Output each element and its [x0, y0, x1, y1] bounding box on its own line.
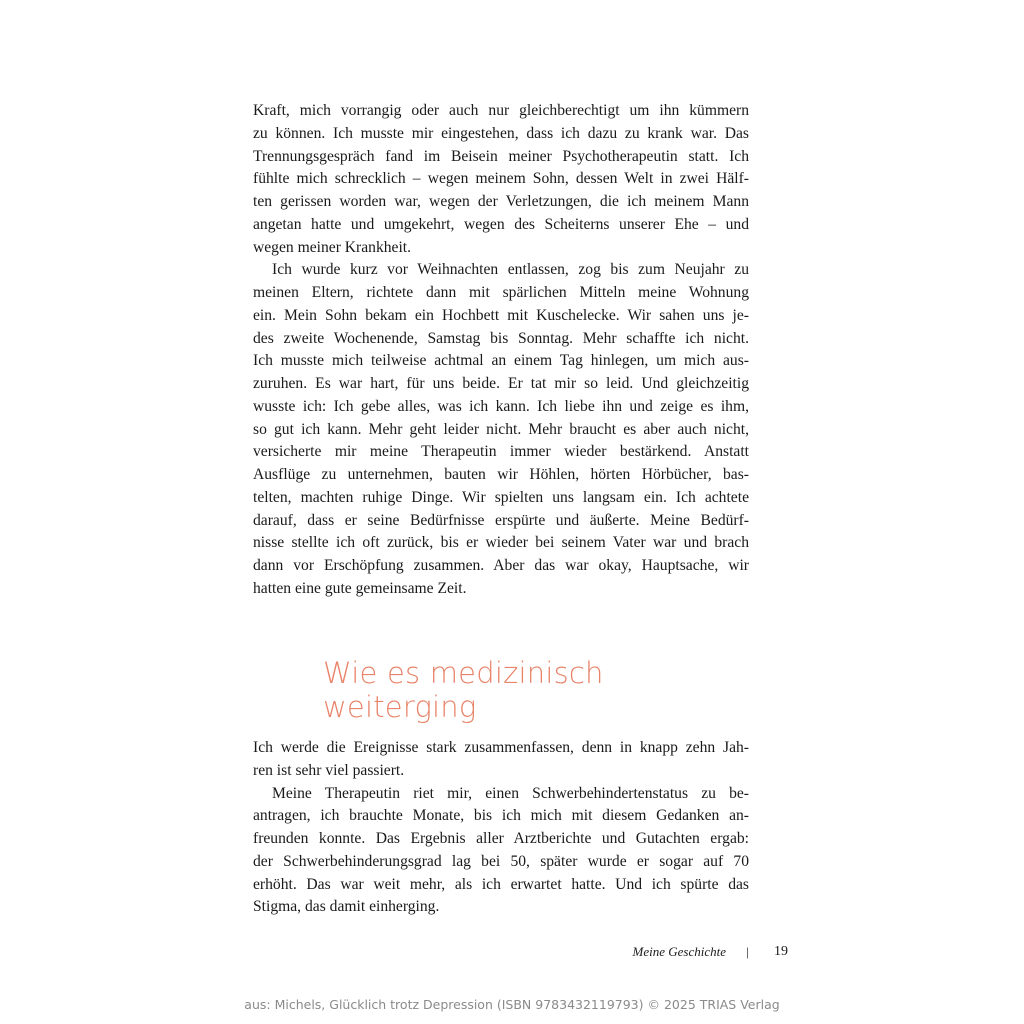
- text-line: ren ist sehr viel passiert.: [253, 761, 405, 779]
- body-text-upper: [253, 100, 749, 601]
- text-line: freunden konnte. Das Ergebnis aller Arztberichte und Gutachten ergab:: [253, 830, 749, 847]
- heading-line: weiterging: [323, 690, 477, 724]
- text-line: ein. Mein Sohn bekam ein Hochbett mit Kuschelecke. Wir sahen uns je-: [253, 306, 749, 324]
- text-line: wusste ich: Ich gebe alles, was ich kann. Ich liebe ihn und zeige es ihm,: [253, 397, 749, 415]
- text-line: dann vor Erschöpfung zusammen. Aber das war okay, Hauptsache, wir: [253, 557, 749, 574]
- text-line: versicherte mir meine Therapeutin immer wieder bestärkend. Anstatt: [253, 443, 749, 461]
- paragraph-3: [253, 737, 749, 783]
- paragraph-2: [253, 259, 749, 600]
- text-line: Ich musste mich teilweise achtmal an einem Tag hinlegen, um mich aus-: [253, 352, 749, 370]
- body-text-lower: [253, 737, 749, 919]
- text-line: Trennungsgespräch fand im Beisein meiner Psychotherapeutin statt. Ich: [253, 147, 749, 165]
- source-credit: aus: Michels, Glücklich trotz Depression (ISBN 9783432119793) © 2025 TRIAS Verlag: [244, 997, 780, 1012]
- text-line: Stigma, das damit einherging.: [253, 898, 440, 916]
- footer-section-title: Meine Geschichte: [632, 944, 726, 959]
- text-line: wegen meiner Krankheit.: [253, 238, 412, 256]
- text-line: so gut ich kann. Mehr geht leider nicht. Mehr braucht es aber auch nicht,: [253, 420, 749, 438]
- text-line: ten gerissen worden war, wegen der Verletzungen, die ich meinem Mann: [253, 193, 749, 210]
- text-line: der Schwerbehinderungsgrad lag bei 50, später wurde er sogar auf 70: [253, 852, 749, 870]
- text-line: Ich wurde kurz vor Weihnachten entlassen, zog bis zum Neujahr zu: [272, 261, 749, 279]
- text-line: zu können. Ich musste mir eingestehen, dass ich dazu zu krank war. Das: [253, 124, 749, 142]
- text-line: fühlte mich schrecklich – wegen meinem Sohn, dessen Welt in zwei Hälf-: [253, 170, 749, 188]
- paragraph-1: [253, 100, 749, 259]
- text-line: Ausflüge zu unternehmen, bauten wir Höhlen, hörten Hörbücher, bas-: [253, 466, 749, 483]
- text-line: Ich werde die Ereignisse stark zusammenfassen, denn in knapp zehn Jah-: [253, 739, 749, 756]
- text-line: meinen Eltern, richtete dann mit spärlichen Mitteln meine Wohnung: [253, 284, 749, 301]
- text-line: hatten eine gute gemeinsame Zeit.: [253, 579, 467, 597]
- text-line: des zweite Wochenende, Samstag bis Sonntag. Mehr schaffte ich nicht.: [253, 329, 749, 347]
- section-heading: [323, 656, 753, 724]
- text-line: telten, machten ruhige Dinge. Wir spielten uns langsam ein. Ich achtete: [253, 488, 749, 506]
- text-line: nisse stellte ich oft zurück, bis er wieder bei seinem Vater war und brach: [253, 534, 749, 552]
- text-line: erhöht. Das war weit mehr, als ich erwartet hatte. Und ich spürte das: [253, 875, 749, 893]
- text-line: angetan hatte und umgekehrt, wegen des Scheiterns unserer Ehe – und: [253, 215, 749, 233]
- paragraph-4: [253, 783, 749, 920]
- heading-line: Wie es medizinisch: [323, 656, 604, 690]
- text-line: darauf, dass er seine Bedürfnisse erspürte und äußerte. Meine Bedürf-: [253, 511, 749, 529]
- text-line: Kraft, mich vorrangig oder auch nur gleichberechtigt um ihn kümmern: [253, 102, 749, 119]
- text-line: antragen, ich brauchte Monate, bis ich mich mit diesem Gedanken an-: [253, 807, 749, 825]
- page-number: 19: [774, 944, 788, 959]
- footer-separator: |: [746, 944, 749, 959]
- text-line: Meine Therapeutin riet mir, einen Schwerbehindertenstatus zu be-: [272, 784, 749, 802]
- text-line: zuruhen. Es war hart, für uns beide. Er tat mir so leid. Und gleichzeitig: [253, 375, 749, 392]
- running-footer: [560, 944, 790, 964]
